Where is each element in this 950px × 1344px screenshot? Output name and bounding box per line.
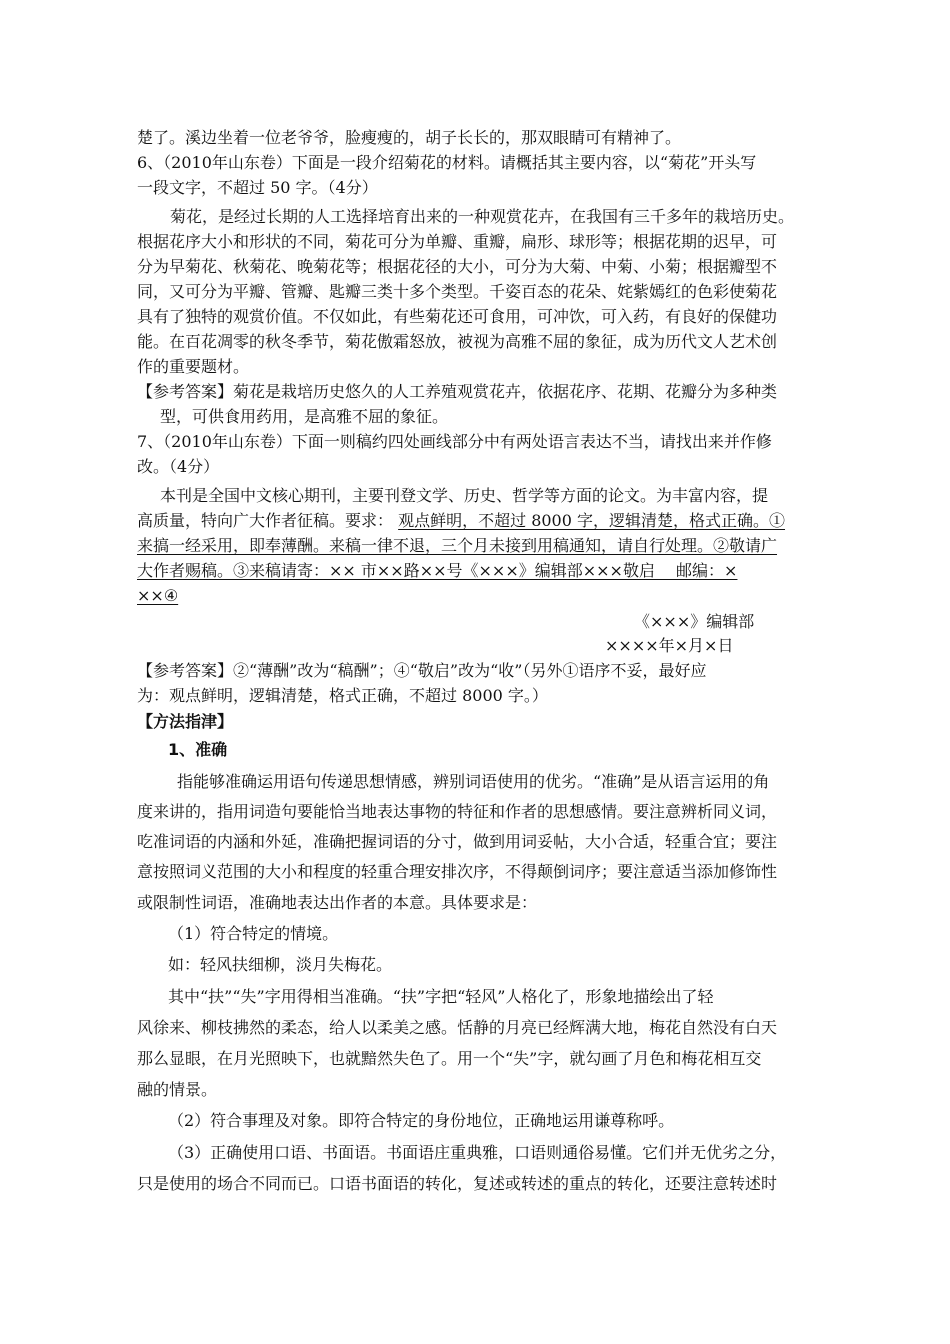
text-line [137, 380, 777, 404]
text-line-content: 或限制性词语，准确地表达出作者的本意。具体要求是： [137, 893, 538, 912]
text-line [137, 584, 178, 608]
text-line-content: （1）符合特定的情境。 [168, 924, 339, 943]
text-line [168, 1109, 674, 1133]
text-line-content: 融的情景。 [137, 1080, 218, 1099]
text-line [137, 800, 777, 824]
text-line-content: 作的重要题材。 [137, 357, 250, 376]
text-line-content: 高质量，特向广大作者征稿。要求： [137, 511, 394, 530]
text-line-content: 度来讲的，指用词造句要能恰当地表达事物的特征和作者的思想感情。要注意辨析同义词， [137, 802, 778, 821]
text-line [137, 534, 777, 558]
text-line [168, 1141, 786, 1165]
text-line-content: 为：观点鲜明，逻辑清楚，格式正确，不超过 8000 字。） [137, 686, 548, 705]
text-line [137, 280, 777, 304]
text-line [160, 405, 448, 429]
text-line [168, 922, 338, 946]
text-line-content: 菊花，是经过长期的人工选择培育出来的一种观赏花卉，在我国有三千多年的栽培历史。 [170, 207, 795, 226]
text-line-content: （3）正确使用口语、书面语。书面语庄重典雅，口语则通俗易懂。它们并无优劣之分， [168, 1143, 787, 1162]
text-line-content: 同，又可分为平瓣、管瓣、匙瓣三类十多个类型。千姿百态的花朵、姹紫嫣红的色彩使菊花 [137, 282, 778, 301]
text-line [137, 659, 706, 683]
text-line-content: 1、准确 [168, 740, 228, 759]
text-line [137, 230, 777, 254]
text-line-content: 本刊是全国中文核心期刊，主要刊登文学、历史、哲学等方面的论文。为丰富内容，提 [160, 486, 769, 505]
text-line [168, 985, 713, 1009]
text-line [137, 1016, 777, 1040]
text-line-content: 型，可供食用药用，是高雅不屈的象征。 [160, 407, 449, 426]
text-line [177, 770, 769, 794]
text-line [137, 710, 233, 734]
text-line [137, 355, 249, 379]
text-line [137, 830, 777, 854]
text-line-content: ××××年×月×日 [605, 636, 734, 655]
text-line-content: ××④ [137, 586, 179, 605]
text-line-content: 分为早菊花、秋菊花、晚菊花等；根据花径的大小，可分为大菊、中菊、小菊；根据瓣型不 [137, 257, 778, 276]
text-line-content: 6、（2010年山东卷）下面是一段介绍菊花的材料。请概括其主要内容，以“菊花”开头写 [137, 153, 757, 172]
text-line [170, 205, 794, 229]
text-line [137, 126, 681, 150]
text-line-content: 只是使用的场合不同而已。口语书面语的转化，复述或转述的重点的转化，还要注意转述时 [137, 1174, 778, 1193]
text-line-content: 《×××》编辑部 [634, 612, 755, 631]
text-line-content: 【方法指津】 [137, 712, 234, 731]
text-line-content: 来搞一经采用，即奉薄酬。来稿一律不退，三个月未接到用稿通知，请自行处理。②敬请广 [137, 536, 778, 555]
text-line-content: 【参考答案】菊花是栽培历史悠久的人工养殖观赏花卉，依据花序、花期、花瓣分为多种类 [137, 382, 778, 401]
text-line [137, 1172, 777, 1196]
text-line [137, 509, 785, 533]
text-line [634, 610, 754, 634]
text-line [137, 330, 777, 354]
text-line [137, 430, 772, 454]
underlined-text: 观点鲜明，不超过 8000 字，逻辑清楚，格式正确。① [398, 511, 786, 530]
text-line-content: 意按照词义范围的大小和程度的轻重合理安排次序，不得颠倒词序；要注意适当添加修饰性 [137, 862, 778, 881]
text-line-content: 【参考答案】②“薄酬”改为“稿酬”；④“敬启”改为“收”（另外①语序不妥，最好应 [137, 661, 707, 680]
text-line [160, 484, 768, 508]
text-line-content: 那么显眼，在月光照映下，也就黯然失色了。用一个“失”字，就勾画了月色和梅花相互交 [137, 1049, 762, 1068]
text-line [137, 1047, 761, 1071]
text-line-content: 如：轻风扶细柳，淡月失梅花。 [168, 955, 393, 974]
text-line-content: 吃准词语的内涵和外延，准确把握词语的分寸，做到用词妥帖，大小合适，轻重合宜；要注 [137, 832, 778, 851]
text-line [137, 1078, 217, 1102]
text-line-content: 改。（4分） [137, 457, 220, 476]
text-line [168, 953, 392, 977]
text-line [137, 151, 756, 175]
text-line [137, 176, 378, 200]
text-line-content: 7、（2010年山东卷）下面一则稿约四处画线部分中有两处语言表达不当，请找出来并作修 [137, 432, 772, 451]
text-line-content: 根据花序大小和形状的不同，菊花可分为单瓣、重瓣，扁形、球形等；根据花期的迟早，可 [137, 232, 778, 251]
text-line [137, 684, 548, 708]
text-line [137, 255, 777, 279]
text-line-content: （2）符合事理及对象。即符合特定的身份地位，正确地运用谦尊称呼。 [168, 1111, 675, 1130]
text-line [605, 634, 733, 658]
text-line-content: 楚了。溪边坐着一位老爷爷，脸瘦瘦的，胡子长长的，那双眼睛可有精神了。 [137, 128, 682, 147]
text-line [137, 891, 537, 915]
text-line [168, 738, 227, 762]
text-line [137, 559, 737, 583]
text-line [137, 455, 219, 479]
text-line-content: 能。在百花凋零的秋冬季节，菊花傲霜怒放，被视为高雅不屈的象征，成为历代文人艺术创 [137, 332, 778, 351]
text-line [137, 305, 777, 329]
text-line-content: 指能够准确运用语句传递思想情感，辨别词语使用的优劣。“准确”是从语言运用的角 [177, 772, 770, 791]
text-line-content: 风徐来、柳枝拂然的柔态，给人以柔美之感。恬静的月亮已经辉满大地，梅花自然没有白天 [137, 1018, 778, 1037]
text-line-content: 其中“扶”“失”字用得相当准确。“扶”字把“轻风”人格化了，形象地描绘出了轻 [168, 987, 714, 1006]
text-line-content: 具有了独特的观赏价值。不仅如此，有些菊花还可食用，可冲饮，可入药，有良好的保健功 [137, 307, 778, 326]
text-line-content: 一段文字，不超过 50 字。（4分） [137, 178, 378, 197]
text-line [137, 860, 777, 884]
text-line-content: 大作者赐稿。③来稿请寄：×× 市××路××号《×××》编辑部×××敬启 邮编：× [137, 561, 738, 580]
